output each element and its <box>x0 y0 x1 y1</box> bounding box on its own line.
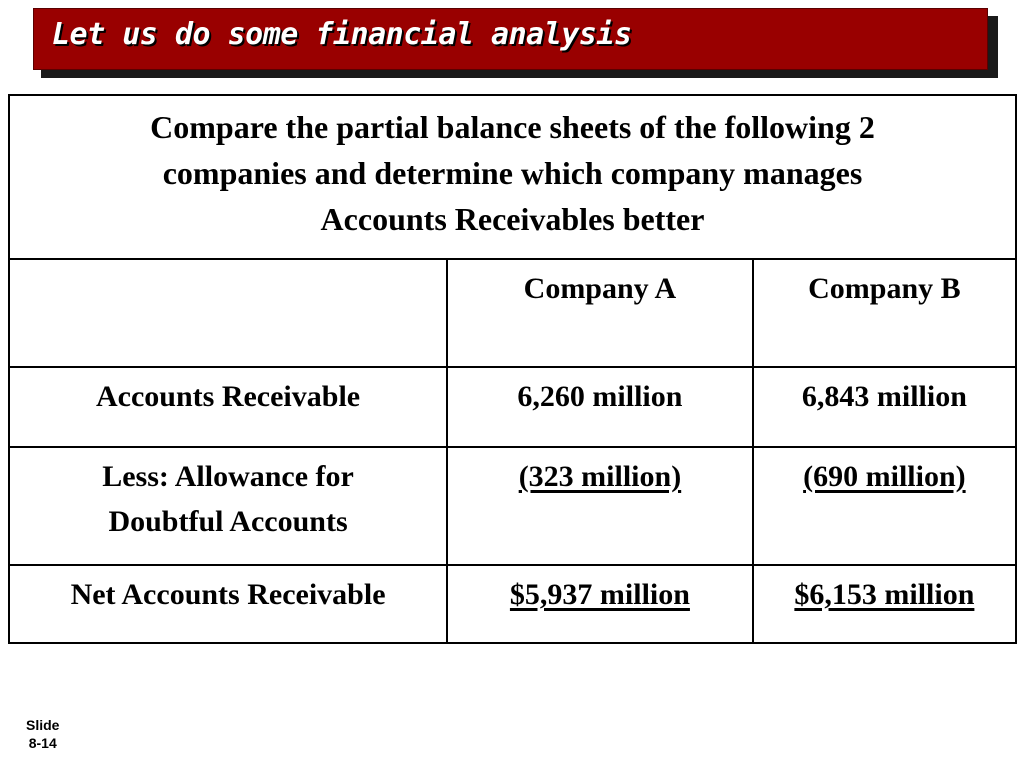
row-label-line: Less: Allowance for <box>102 460 354 493</box>
table-header-row <box>9 259 1016 367</box>
intro-line: Accounts Receivables better <box>320 201 705 237</box>
cell-value: $6,153 million <box>794 578 975 611</box>
cell-company-a <box>447 447 753 565</box>
header-cell-empty <box>9 259 447 367</box>
intro-row <box>9 95 1016 259</box>
table-row <box>9 447 1016 565</box>
cell-company-a <box>447 565 753 643</box>
table-row <box>9 367 1016 447</box>
row-label <box>9 565 447 643</box>
cell-value: $5,937 million <box>509 578 690 611</box>
row-label <box>9 447 447 565</box>
title-banner <box>33 8 988 70</box>
table-row <box>9 565 1016 643</box>
row-label <box>9 367 447 447</box>
intro-line: Compare the partial balance sheets of the following 2 <box>150 109 875 145</box>
cell-company-b: 6,843 million <box>753 367 1016 447</box>
row-label-line: Net Accounts Receivable <box>70 578 386 611</box>
cell-value: (323 million) <box>518 460 682 493</box>
slide-label: Slide <box>26 717 60 733</box>
header-cell-company-a: Company A <box>447 259 753 367</box>
slide-number-value: 8-14 <box>28 735 57 751</box>
row-label-line: Doubtful Accounts <box>108 505 348 538</box>
cell-value: (690 million) <box>803 460 966 493</box>
cell-company-b <box>753 565 1016 643</box>
balance-sheet-table <box>8 94 1017 644</box>
cell-company-a: 6,260 million <box>447 367 753 447</box>
intro-line: companies and determine which company manages <box>162 155 863 191</box>
slide-number <box>26 716 59 752</box>
intro-cell <box>9 95 1016 259</box>
row-label-line: Accounts Receivable <box>95 380 361 413</box>
cell-company-b <box>753 447 1016 565</box>
header-cell-company-b: Company B <box>753 259 1016 367</box>
slide-title: Let us do some financial analysis <box>52 17 632 52</box>
